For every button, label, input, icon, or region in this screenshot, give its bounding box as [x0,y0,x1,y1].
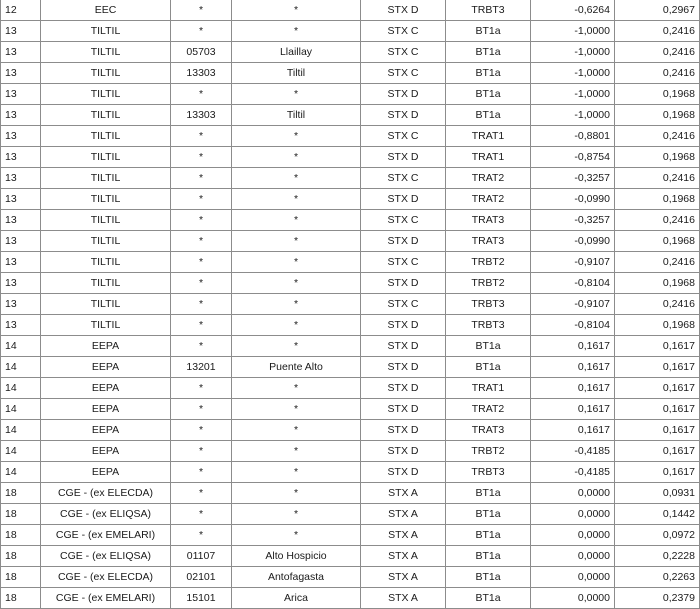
value-1-cell: -0,8801 [531,126,615,147]
sector-cell: STX D [361,189,446,210]
company-name-cell: EEPA [41,378,171,399]
table-row [1,210,700,231]
tariff-cell: TRAT1 [446,147,531,168]
value-1-cell: -0,4185 [531,462,615,483]
commune-name-cell: Antofagasta [232,567,361,588]
value-2-cell: 0,2416 [615,168,700,189]
company-name-cell: EEPA [41,420,171,441]
commune-code-cell: 05703 [171,42,232,63]
company-code-cell: 14 [1,336,41,357]
commune-name-cell: * [232,378,361,399]
tariff-cell: BT1a [446,84,531,105]
table-row [1,84,700,105]
tariff-cell: TRAT3 [446,231,531,252]
value-2-cell: 0,1968 [615,273,700,294]
sector-cell: STX D [361,420,446,441]
company-code-cell: 13 [1,21,41,42]
commune-name-cell: * [232,420,361,441]
commune-name-cell: * [232,231,361,252]
company-code-cell: 14 [1,399,41,420]
sector-cell: STX A [361,504,446,525]
commune-name-cell: * [232,483,361,504]
company-name-cell: TILTIL [41,42,171,63]
company-name-cell: TILTIL [41,21,171,42]
commune-code-cell: * [171,147,232,168]
value-1-cell: -1,0000 [531,21,615,42]
company-code-cell: 13 [1,126,41,147]
tariff-cell: TRBT2 [446,252,531,273]
sector-cell: STX D [361,147,446,168]
commune-name-cell: * [232,504,361,525]
company-code-cell: 13 [1,189,41,210]
sector-cell: STX C [361,294,446,315]
sector-cell: STX D [361,273,446,294]
company-code-cell: 12 [1,0,41,21]
table-row [1,147,700,168]
company-name-cell: TILTIL [41,210,171,231]
company-name-cell: TILTIL [41,294,171,315]
sector-cell: STX C [361,252,446,273]
sector-cell: STX C [361,42,446,63]
company-code-cell: 18 [1,483,41,504]
value-1-cell: -0,8104 [531,315,615,336]
sector-cell: STX D [361,105,446,126]
table-row [1,315,700,336]
commune-name-cell: * [232,462,361,483]
value-2-cell: 0,2416 [615,126,700,147]
commune-name-cell: Alto Hospicio [232,546,361,567]
tariff-cell: TRBT3 [446,462,531,483]
table-row [1,273,700,294]
company-code-cell: 14 [1,420,41,441]
sector-cell: STX A [361,588,446,609]
value-2-cell: 0,1617 [615,441,700,462]
sector-cell: STX C [361,168,446,189]
table-row [1,168,700,189]
table-row [1,336,700,357]
sector-cell: STX A [361,525,446,546]
commune-name-cell: * [232,84,361,105]
commune-code-cell: 02101 [171,567,232,588]
commune-code-cell: 01107 [171,546,232,567]
sector-cell: STX D [361,315,446,336]
company-name-cell: CGE - (ex ELECDA) [41,567,171,588]
commune-code-cell: * [171,462,232,483]
value-1-cell: -1,0000 [531,63,615,84]
tariff-cell: TRBT2 [446,273,531,294]
tariff-cell: TRBT2 [446,441,531,462]
company-code-cell: 13 [1,231,41,252]
value-1-cell: -1,0000 [531,84,615,105]
company-name-cell: CGE - (ex ELECDA) [41,483,171,504]
commune-code-cell: * [171,294,232,315]
table-row [1,126,700,147]
company-name-cell: EEC [41,0,171,21]
sector-cell: STX D [361,0,446,21]
company-code-cell: 14 [1,462,41,483]
value-2-cell: 0,0972 [615,525,700,546]
commune-name-cell: * [232,441,361,462]
commune-code-cell: 13303 [171,105,232,126]
commune-name-cell: * [232,168,361,189]
commune-name-cell: Llaillay [232,42,361,63]
table-row [1,399,700,420]
commune-code-cell: * [171,525,232,546]
company-name-cell: EEPA [41,399,171,420]
sector-cell: STX A [361,546,446,567]
commune-name-cell: Tiltil [232,63,361,84]
value-2-cell: 0,1617 [615,399,700,420]
value-1-cell: 0,1617 [531,357,615,378]
commune-name-cell: * [232,126,361,147]
tariff-cell: BT1a [446,336,531,357]
value-2-cell: 0,2416 [615,63,700,84]
commune-name-cell: * [232,210,361,231]
commune-code-cell: * [171,399,232,420]
commune-code-cell: * [171,252,232,273]
company-code-cell: 13 [1,84,41,105]
sector-cell: STX D [361,336,446,357]
sector-cell: STX D [361,378,446,399]
company-name-cell: EEPA [41,462,171,483]
commune-code-cell: * [171,231,232,252]
commune-name-cell: * [232,21,361,42]
company-code-cell: 13 [1,42,41,63]
commune-code-cell: * [171,126,232,147]
company-name-cell: CGE - (ex ELIQSA) [41,504,171,525]
value-2-cell: 0,1968 [615,231,700,252]
company-code-cell: 18 [1,588,41,609]
company-name-cell: EEPA [41,357,171,378]
commune-code-cell: * [171,315,232,336]
table-row [1,231,700,252]
table-row [1,420,700,441]
company-name-cell: TILTIL [41,63,171,84]
value-2-cell: 0,2416 [615,42,700,63]
value-2-cell: 0,1968 [615,189,700,210]
sector-cell: STX D [361,357,446,378]
value-2-cell: 0,1617 [615,378,700,399]
commune-code-cell: * [171,504,232,525]
tariff-cell: BT1a [446,525,531,546]
sector-cell: STX A [361,567,446,588]
company-name-cell: TILTIL [41,231,171,252]
value-2-cell: 0,2967 [615,0,700,21]
commune-code-cell: 13201 [171,357,232,378]
value-2-cell: 0,2416 [615,210,700,231]
company-name-cell: TILTIL [41,84,171,105]
commune-code-cell: * [171,84,232,105]
company-code-cell: 13 [1,105,41,126]
value-1-cell: 0,0000 [531,525,615,546]
value-1-cell: 0,1617 [531,378,615,399]
commune-code-cell: * [171,441,232,462]
commune-code-cell: 13303 [171,63,232,84]
company-code-cell: 18 [1,546,41,567]
tariff-cell: TRAT2 [446,399,531,420]
value-1-cell: -0,8104 [531,273,615,294]
tariff-table-body [1,0,700,609]
sector-cell: STX D [361,231,446,252]
table-row [1,357,700,378]
commune-name-cell: Tiltil [232,105,361,126]
table-row [1,588,700,609]
value-1-cell: 0,0000 [531,546,615,567]
company-code-cell: 13 [1,294,41,315]
value-2-cell: 0,1968 [615,147,700,168]
value-2-cell: 0,1442 [615,504,700,525]
commune-name-cell: * [232,0,361,21]
table-row [1,546,700,567]
tariff-cell: BT1a [446,63,531,84]
table-row [1,0,700,21]
table-row [1,105,700,126]
table-row [1,525,700,546]
sector-cell: STX D [361,399,446,420]
sector-cell: STX C [361,21,446,42]
company-name-cell: TILTIL [41,273,171,294]
tariff-cell: TRBT3 [446,294,531,315]
company-code-cell: 18 [1,567,41,588]
value-2-cell: 0,0931 [615,483,700,504]
value-1-cell: 0,1617 [531,399,615,420]
table-row [1,189,700,210]
tariff-cell: BT1a [446,567,531,588]
commune-name-cell: * [232,336,361,357]
commune-code-cell: * [171,189,232,210]
company-name-cell: TILTIL [41,168,171,189]
value-2-cell: 0,1617 [615,420,700,441]
commune-name-cell: * [232,273,361,294]
company-code-cell: 14 [1,441,41,462]
commune-name-cell: * [232,252,361,273]
company-name-cell: EEPA [41,336,171,357]
company-name-cell: TILTIL [41,105,171,126]
tariff-cell: BT1a [446,357,531,378]
value-1-cell: -1,0000 [531,105,615,126]
company-name-cell: CGE - (ex ELIQSA) [41,546,171,567]
tariff-cell: BT1a [446,588,531,609]
table-row [1,252,700,273]
commune-name-cell: * [232,525,361,546]
tariff-cell: TRAT3 [446,420,531,441]
table-row [1,462,700,483]
value-1-cell: 0,1617 [531,420,615,441]
company-name-cell: TILTIL [41,189,171,210]
value-1-cell: -0,4185 [531,441,615,462]
value-1-cell: 0,1617 [531,336,615,357]
commune-name-cell: * [232,189,361,210]
value-1-cell: 0,0000 [531,588,615,609]
tariff-cell: BT1a [446,504,531,525]
table-row [1,504,700,525]
company-code-cell: 13 [1,168,41,189]
tariff-cell: TRAT2 [446,168,531,189]
tariff-cell: TRAT2 [446,189,531,210]
value-1-cell: -0,3257 [531,210,615,231]
value-1-cell: -0,0990 [531,189,615,210]
commune-code-cell: * [171,210,232,231]
value-2-cell: 0,1968 [615,105,700,126]
company-code-cell: 13 [1,273,41,294]
sector-cell: STX C [361,210,446,231]
commune-code-cell: * [171,0,232,21]
table-row [1,21,700,42]
company-name-cell: TILTIL [41,252,171,273]
value-1-cell: -0,9107 [531,294,615,315]
table-row [1,294,700,315]
value-2-cell: 0,2228 [615,546,700,567]
company-code-cell: 18 [1,504,41,525]
commune-name-cell: Puente Alto [232,357,361,378]
sector-cell: STX D [361,441,446,462]
value-2-cell: 0,1617 [615,357,700,378]
table-row [1,567,700,588]
company-name-cell: TILTIL [41,315,171,336]
commune-code-cell: * [171,378,232,399]
company-code-cell: 13 [1,63,41,84]
table-row [1,378,700,399]
commune-code-cell: 15101 [171,588,232,609]
value-1-cell: -0,8754 [531,147,615,168]
commune-code-cell: * [171,273,232,294]
sector-cell: STX C [361,126,446,147]
commune-name-cell: * [232,315,361,336]
sector-cell: STX D [361,84,446,105]
value-2-cell: 0,1617 [615,462,700,483]
company-code-cell: 13 [1,147,41,168]
value-2-cell: 0,2416 [615,252,700,273]
sector-cell: STX C [361,63,446,84]
value-1-cell: -0,3257 [531,168,615,189]
value-2-cell: 0,1968 [615,315,700,336]
company-code-cell: 14 [1,357,41,378]
value-1-cell: -0,9107 [531,252,615,273]
tariff-cell: BT1a [446,483,531,504]
tariff-cell: BT1a [446,546,531,567]
value-2-cell: 0,2263 [615,567,700,588]
value-2-cell: 0,2416 [615,21,700,42]
tariff-cell: BT1a [446,21,531,42]
company-name-cell: CGE - (ex EMELARI) [41,525,171,546]
company-code-cell: 18 [1,525,41,546]
table-row [1,42,700,63]
value-1-cell: -1,0000 [531,42,615,63]
tariff-cell: TRAT3 [446,210,531,231]
commune-code-cell: * [171,336,232,357]
company-name-cell: TILTIL [41,126,171,147]
value-1-cell: -0,6264 [531,0,615,21]
commune-code-cell: * [171,420,232,441]
value-2-cell: 0,2379 [615,588,700,609]
tariff-cell: TRBT3 [446,315,531,336]
commune-name-cell: * [232,294,361,315]
tariff-cell: BT1a [446,105,531,126]
tariff-cell: TRAT1 [446,378,531,399]
tariff-cell: TRAT1 [446,126,531,147]
table-row [1,63,700,84]
commune-name-cell: * [232,147,361,168]
tariff-cell: TRBT3 [446,0,531,21]
value-1-cell: -0,0990 [531,231,615,252]
sector-cell: STX D [361,462,446,483]
commune-name-cell: Arica [232,588,361,609]
value-2-cell: 0,2416 [615,294,700,315]
company-code-cell: 14 [1,378,41,399]
company-name-cell: CGE - (ex EMELARI) [41,588,171,609]
value-2-cell: 0,1617 [615,336,700,357]
commune-code-cell: * [171,168,232,189]
value-1-cell: 0,0000 [531,504,615,525]
value-2-cell: 0,1968 [615,84,700,105]
company-code-cell: 13 [1,252,41,273]
company-name-cell: EEPA [41,441,171,462]
commune-name-cell: * [232,399,361,420]
company-name-cell: TILTIL [41,147,171,168]
table-row [1,441,700,462]
commune-code-cell: * [171,21,232,42]
tariff-cell: BT1a [446,42,531,63]
value-1-cell: 0,0000 [531,567,615,588]
company-code-cell: 13 [1,210,41,231]
table-row [1,483,700,504]
company-code-cell: 13 [1,315,41,336]
commune-code-cell: * [171,483,232,504]
sector-cell: STX A [361,483,446,504]
value-1-cell: 0,0000 [531,483,615,504]
